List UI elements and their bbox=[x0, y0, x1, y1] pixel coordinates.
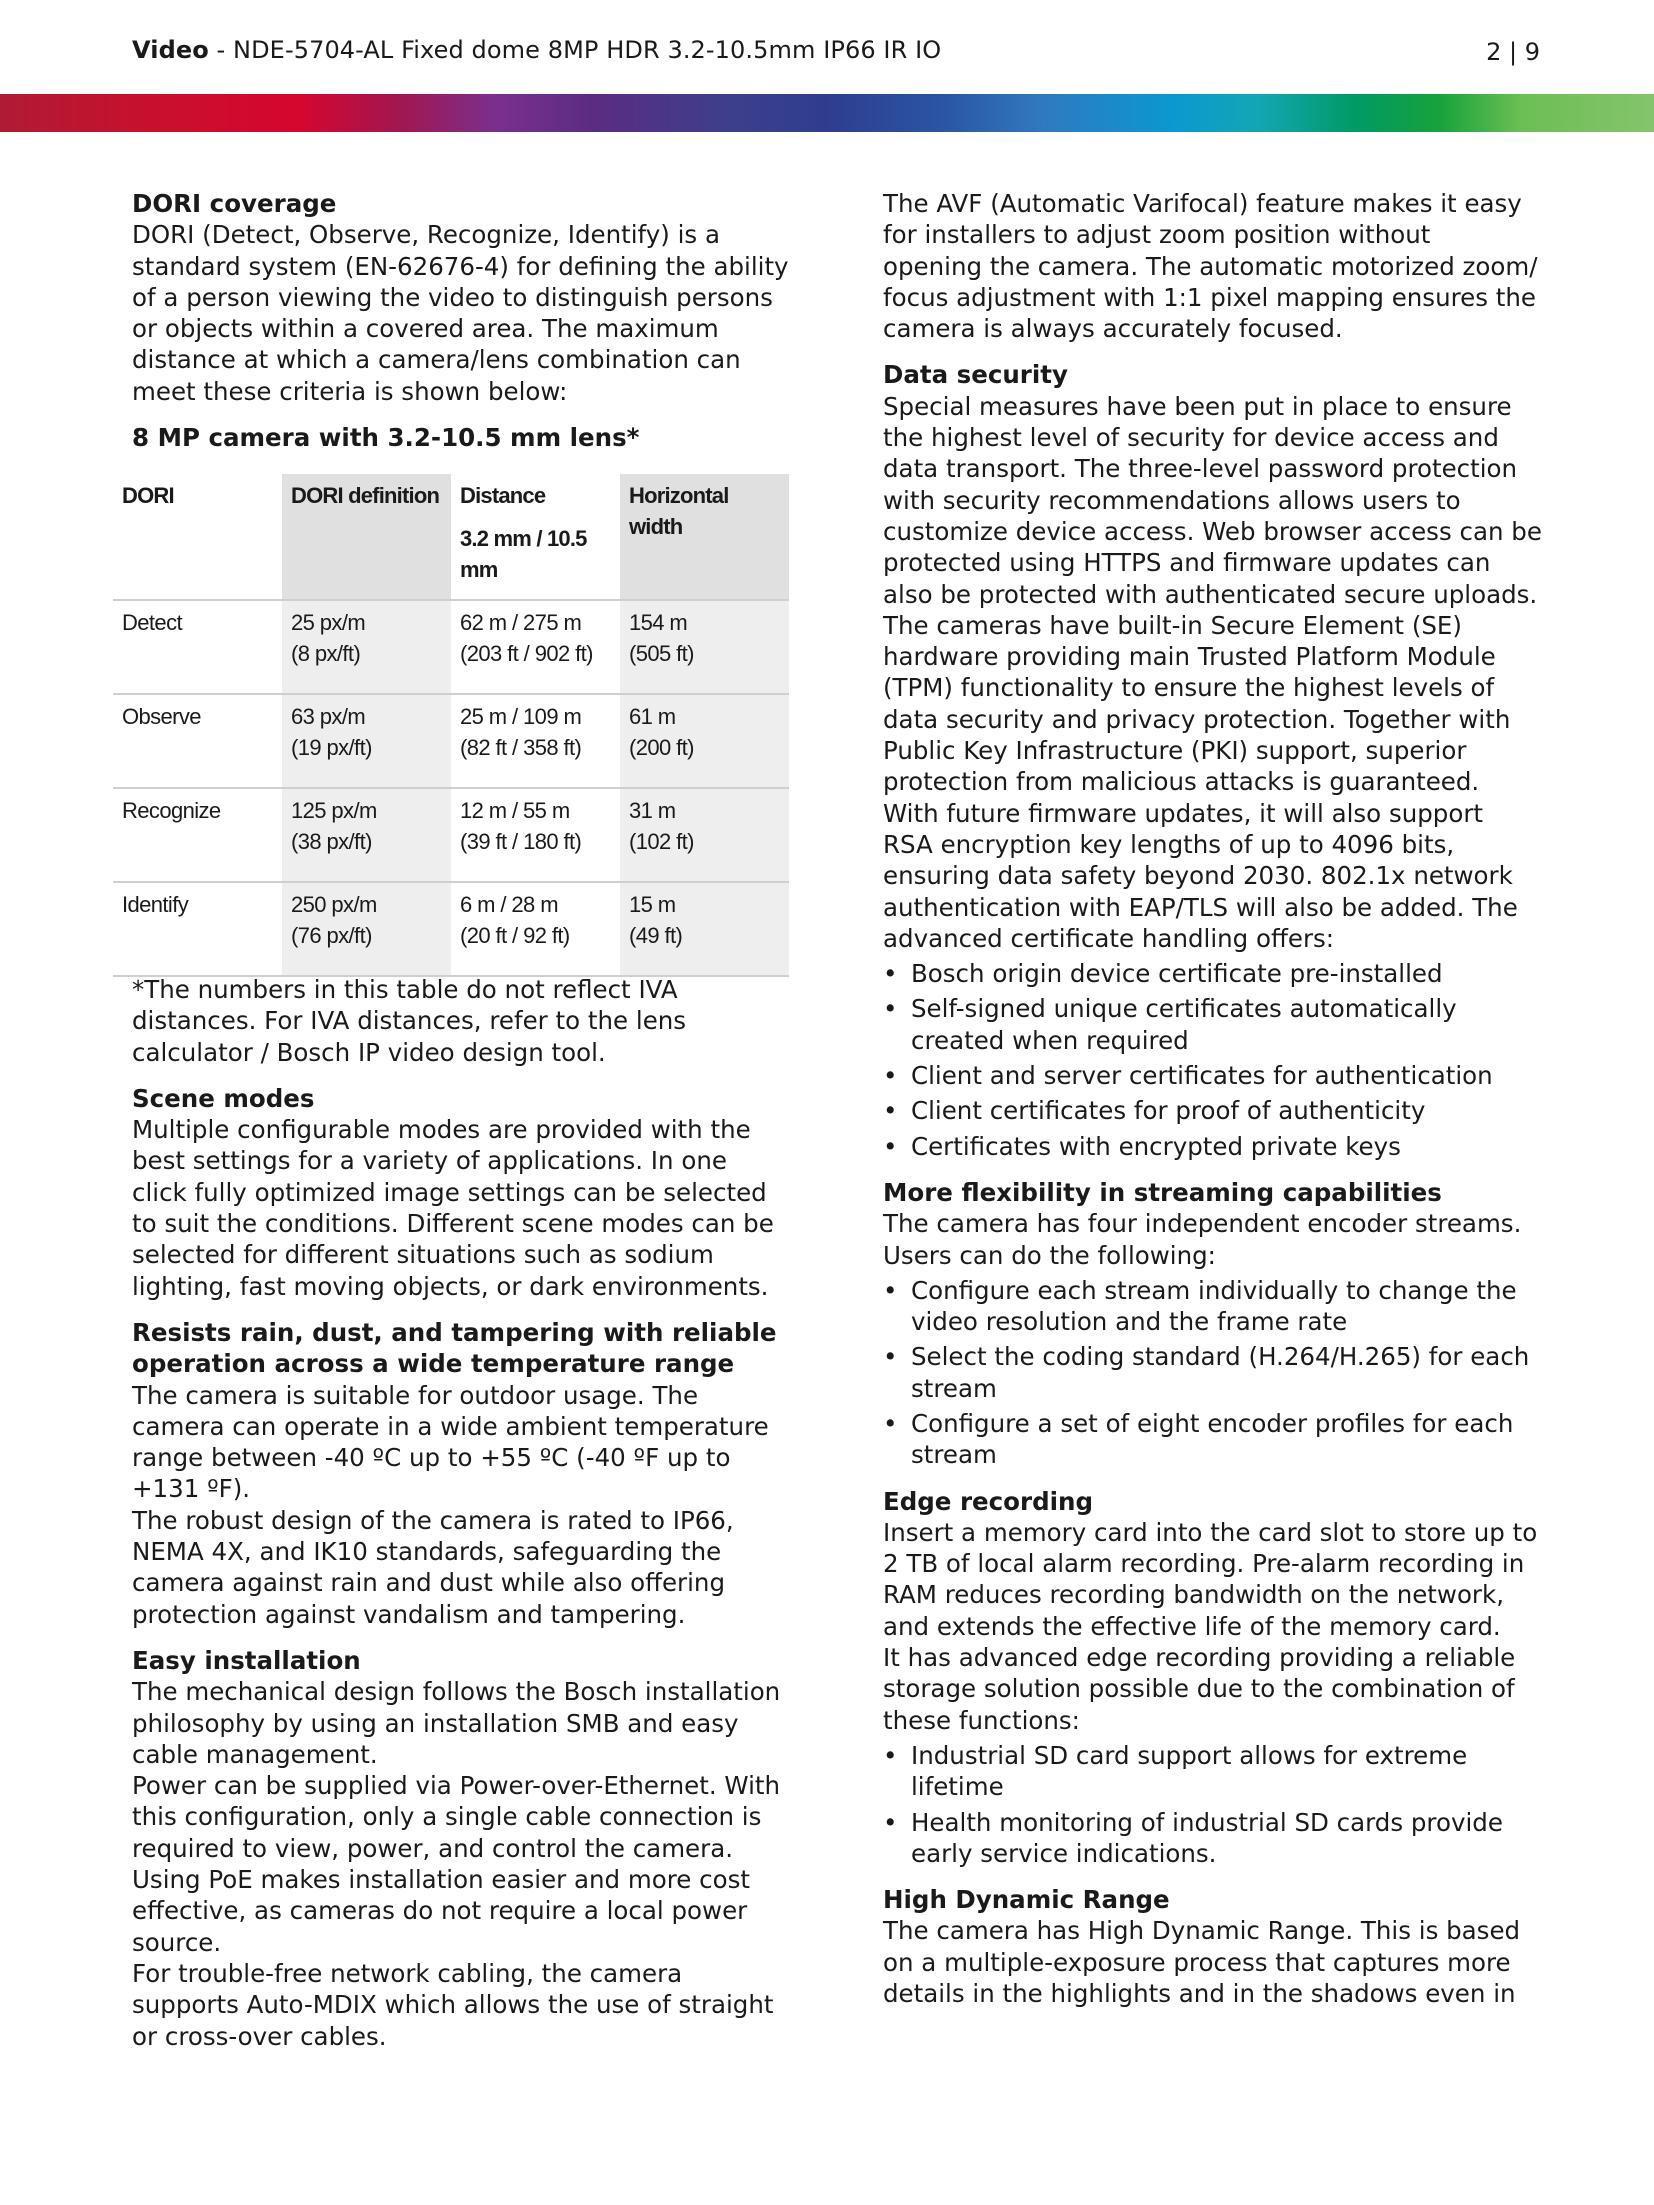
security-line: protection from malicious attacks is guaranteed. bbox=[883, 767, 1480, 797]
table-row bbox=[113, 694, 789, 788]
cell-value: (38 px/ft) bbox=[291, 829, 372, 854]
bullet-icon: • bbox=[883, 1096, 898, 1126]
footnote-line: calculator / Bosch IP video design tool. bbox=[132, 1037, 606, 1067]
cell-width bbox=[620, 600, 789, 694]
list-item-text: Configure a set of eight encoder profiles for each bbox=[911, 1408, 1514, 1438]
scene-line: Multiple configurable modes are provided with the bbox=[132, 1115, 751, 1145]
cell-value: 154 m bbox=[629, 610, 688, 635]
dori-line: standard system (EN-62676-4) for defining the ability bbox=[132, 251, 789, 281]
streaming-heading: More flexibility in streaming capabilities bbox=[883, 1177, 1442, 1207]
cell-dori: Identify bbox=[113, 882, 282, 976]
left-column-lower bbox=[132, 974, 792, 2052]
security-line: hardware providing main Trusted Platform Module bbox=[883, 642, 1496, 672]
bullet-icon: • bbox=[883, 1740, 898, 1770]
list-item bbox=[883, 1131, 1543, 1162]
scene-line: best settings for a variety of applications. In one bbox=[132, 1146, 727, 1176]
cell-definition bbox=[282, 788, 451, 882]
hdr-line: The camera has High Dynamic Range. This is based bbox=[883, 1916, 1521, 1946]
cell-dori: Recognize bbox=[113, 788, 282, 882]
list-item bbox=[883, 1740, 1543, 1803]
security-line: data transport. The three-level password protection bbox=[883, 454, 1518, 484]
header-title-rest: - NDE-5704-AL Fixed dome 8MP HDR 3.2-10.5mm IP66 IR IO bbox=[208, 36, 942, 64]
cell-definition bbox=[282, 694, 451, 788]
cell-definition bbox=[282, 600, 451, 694]
rain-line: NEMA 4X, and IK10 standards, safeguarding the bbox=[132, 1537, 722, 1567]
scene-line: click fully optimized image settings can be selected bbox=[132, 1177, 767, 1207]
list-item bbox=[883, 1060, 1543, 1091]
avf-line: for installers to adjust zoom position without bbox=[883, 220, 1431, 250]
scene-line: to suit the conditions. Different scene modes can be bbox=[132, 1209, 774, 1239]
header-distance-sub: 3.2 mm / 10.5 mm bbox=[460, 526, 587, 582]
dori-line: distance at which a camera/lens combination can bbox=[132, 345, 741, 375]
avf-line: opening the camera. The automatic motorized zoom/ bbox=[883, 251, 1538, 281]
cell-width bbox=[620, 694, 789, 788]
security-line: protected using HTTPS and firmware updates can bbox=[883, 548, 1491, 578]
security-line: the highest level of security for device access and bbox=[883, 423, 1499, 453]
cell-value: 12 m / 55 m bbox=[460, 798, 570, 823]
cell-distance bbox=[451, 600, 620, 694]
header-dori: DORI bbox=[113, 474, 282, 600]
edge-line: It has advanced edge recording providing a reliable bbox=[883, 1643, 1516, 1673]
cell-value: 15 m bbox=[629, 892, 676, 917]
cell-value: (200 ft) bbox=[629, 735, 694, 760]
install-line: philosophy by using an installation SMB and easy bbox=[132, 1708, 739, 1738]
list-item bbox=[883, 1408, 1543, 1471]
list-item-text: Configure each stream individually to change the bbox=[911, 1275, 1517, 1305]
install-line: or cross-over cables. bbox=[132, 2021, 387, 2051]
rain-line: camera against rain and dust while also offering bbox=[132, 1568, 726, 1598]
edge-line: RAM reduces recording bandwidth on the network, bbox=[883, 1580, 1504, 1610]
security-line: (TPM) functionality to ensure the highest levels of bbox=[883, 673, 1495, 703]
table-caption: 8 MP camera with 3.2-10.5 mm lens* bbox=[132, 423, 640, 453]
list-item bbox=[883, 1095, 1543, 1126]
cell-value: 63 px/m bbox=[291, 704, 366, 729]
dori-line: or objects within a covered area. The maximum bbox=[132, 314, 719, 344]
list-item-text: stream bbox=[911, 1373, 997, 1403]
install-line: Using PoE makes installation easier and more cost bbox=[132, 1865, 750, 1895]
cell-definition bbox=[282, 882, 451, 976]
cell-value: (39 ft / 180 ft) bbox=[460, 829, 582, 854]
cell-value: (82 ft / 358 ft) bbox=[460, 735, 582, 760]
rain-heading: Resists rain, dust, and tampering with reliable bbox=[132, 1317, 777, 1347]
dori-table-wrapper bbox=[113, 474, 789, 977]
avf-line: focus adjustment with 1:1 pixel mapping ensures the bbox=[883, 282, 1536, 312]
list-item-text: lifetime bbox=[911, 1772, 1004, 1802]
security-line: also be protected with authenticated secure uploads. bbox=[883, 579, 1538, 609]
avf-line: camera is always accurately focused. bbox=[883, 314, 1343, 344]
security-line: Special measures have been put in place to ensure bbox=[883, 391, 1512, 421]
document-header bbox=[132, 36, 941, 64]
security-line: With future firmware updates, it will also support bbox=[883, 798, 1484, 828]
avf-line: The AVF (Automatic Varifocal) feature makes it easy bbox=[883, 189, 1522, 218]
scene-heading: Scene modes bbox=[132, 1083, 315, 1113]
left-column bbox=[132, 188, 792, 453]
bullet-icon: • bbox=[883, 1408, 898, 1438]
footnote-line: *The numbers in this table do not reflect IVA bbox=[132, 975, 678, 1004]
table-row bbox=[113, 882, 789, 976]
edge-line: 2 TB of local alarm recording. Pre-alarm recording in bbox=[883, 1549, 1525, 1579]
page-number: 2 | 9 bbox=[1486, 38, 1540, 66]
cell-value: (49 ft) bbox=[629, 923, 683, 948]
header-horizontal-width: Horizontal width bbox=[620, 474, 789, 600]
list-item-text: Certificates with encrypted private keys bbox=[911, 1131, 1401, 1161]
cell-value: (8 px/ft) bbox=[291, 641, 361, 666]
cell-dori: Detect bbox=[113, 600, 282, 694]
security-line: with security recommendations allows users to bbox=[883, 485, 1461, 515]
install-heading: Easy installation bbox=[132, 1645, 361, 1675]
install-line: For trouble-free network cabling, the camera bbox=[132, 1958, 683, 1988]
list-item-text: early service indications. bbox=[911, 1838, 1217, 1868]
list-item bbox=[883, 958, 1543, 989]
list-item-text: video resolution and the frame rate bbox=[911, 1307, 1348, 1337]
cell-value: 62 m / 275 m bbox=[460, 610, 582, 635]
bullet-icon: • bbox=[883, 959, 898, 989]
brand-color-band bbox=[0, 94, 1654, 132]
bullet-icon: • bbox=[883, 994, 898, 1024]
install-line: source. bbox=[132, 1927, 222, 1957]
streaming-bullet-list bbox=[883, 1275, 1543, 1471]
security-line: data security and privacy protection. Together with bbox=[883, 704, 1511, 734]
cell-value: 6 m / 28 m bbox=[460, 892, 558, 917]
dori-line: meet these criteria is shown below: bbox=[132, 376, 568, 406]
rain-line: The robust design of the camera is rated to IP66, bbox=[132, 1505, 734, 1535]
cell-width bbox=[620, 882, 789, 976]
dori-line: DORI (Detect, Observe, Recognize, Identify) is a bbox=[132, 220, 720, 250]
security-heading: Data security bbox=[883, 360, 1068, 390]
install-line: supports Auto-MDIX which allows the use of straight bbox=[132, 1990, 774, 2020]
edge-line: storage solution possible due to the combination of bbox=[883, 1674, 1515, 1704]
dori-table bbox=[113, 474, 789, 977]
security-bullet-list bbox=[883, 958, 1543, 1162]
scene-line: selected for different situations such as sodium bbox=[132, 1240, 714, 1270]
install-line: Power can be supplied via Power-over-Ethernet. With bbox=[132, 1771, 781, 1801]
cell-dori: Observe bbox=[113, 694, 282, 788]
install-line: required to view, power, and control the camera. bbox=[132, 1833, 734, 1863]
install-line: effective, as cameras do not require a local power bbox=[132, 1896, 748, 1926]
dori-line: of a person viewing the video to distinguish persons bbox=[132, 282, 773, 312]
security-line: ensuring data safety beyond 2030. 802.1x network bbox=[883, 861, 1513, 891]
cell-value: (20 ft / 92 ft) bbox=[460, 923, 570, 948]
cell-distance bbox=[451, 694, 620, 788]
install-line: this configuration, only a single cable connection is bbox=[132, 1802, 762, 1832]
table-row bbox=[113, 600, 789, 694]
list-item-text: Self-signed unique certificates automatically bbox=[911, 994, 1457, 1024]
list-item-text: Client and server certificates for authentication bbox=[911, 1061, 1493, 1091]
rain-line: camera can operate in a wide ambient temperature bbox=[132, 1411, 769, 1441]
hdr-line: details in the highlights and in the shadows even in bbox=[883, 1979, 1516, 2009]
bullet-icon: • bbox=[883, 1807, 898, 1837]
bullet-icon: • bbox=[883, 1275, 898, 1305]
cell-value: (102 ft) bbox=[629, 829, 694, 854]
cell-value: (203 ft / 902 ft) bbox=[460, 641, 593, 666]
header-title-bold: Video bbox=[132, 36, 209, 64]
list-item-text: Bosch origin device certificate pre-installed bbox=[911, 959, 1443, 989]
streaming-line: Users can do the following: bbox=[883, 1240, 1216, 1270]
streaming-line: The camera has four independent encoder streams. bbox=[883, 1209, 1522, 1239]
cell-width bbox=[620, 788, 789, 882]
header-distance-label: Distance bbox=[460, 483, 546, 508]
cell-value: (19 px/ft) bbox=[291, 735, 372, 760]
rain-line: +131 ºF). bbox=[132, 1474, 251, 1504]
list-item bbox=[883, 1341, 1543, 1404]
security-line: The cameras have built-in Secure Element (SE) bbox=[883, 610, 1462, 640]
cell-distance bbox=[451, 882, 620, 976]
cell-value: 125 px/m bbox=[291, 798, 377, 823]
list-item bbox=[883, 993, 1543, 1056]
install-line: The mechanical design follows the Bosch installation bbox=[132, 1677, 781, 1707]
security-line: customize device access. Web browser access can be bbox=[883, 516, 1542, 546]
scene-line: lighting, fast moving objects, or dark environments. bbox=[132, 1271, 769, 1301]
cell-value: 25 px/m bbox=[291, 610, 366, 635]
rain-line: The camera is suitable for outdoor usage. The bbox=[132, 1380, 699, 1410]
header-distance bbox=[451, 474, 620, 600]
edge-line: these functions: bbox=[883, 1705, 1080, 1735]
cell-distance bbox=[451, 788, 620, 882]
list-item-text: Client certificates for proof of authenticity bbox=[911, 1096, 1426, 1126]
rain-heading-cont: operation across a wide temperature range bbox=[132, 1349, 735, 1379]
hdr-line: on a multiple-exposure process that captures more bbox=[883, 1947, 1511, 1977]
table-header-row bbox=[113, 474, 789, 600]
security-line: RSA encryption key lengths of up to 4096 bits, bbox=[883, 829, 1455, 859]
table-row bbox=[113, 788, 789, 882]
edge-bullet-list bbox=[883, 1740, 1543, 1869]
header-dori-definition: DORI definition bbox=[282, 474, 451, 600]
list-item bbox=[883, 1807, 1543, 1870]
security-line: Public Key Infrastructure (PKI) support, superior bbox=[883, 736, 1467, 766]
cell-value: 25 m / 109 m bbox=[460, 704, 582, 729]
list-item-text: Health monitoring of industrial SD cards provide bbox=[911, 1807, 1503, 1837]
bullet-icon: • bbox=[883, 1061, 898, 1091]
list-item-text: Industrial SD card support allows for extreme bbox=[911, 1740, 1468, 1770]
dori-heading: DORI coverage bbox=[132, 189, 337, 218]
right-column bbox=[883, 188, 1543, 2009]
list-item-text: stream bbox=[911, 1440, 997, 1470]
list-item-text: Select the coding standard (H.264/H.265) for each bbox=[911, 1342, 1530, 1372]
security-line: advanced certificate handling offers: bbox=[883, 923, 1335, 953]
rain-line: protection against vandalism and tampering. bbox=[132, 1599, 686, 1629]
list-item-text: created when required bbox=[911, 1025, 1189, 1055]
cell-value: 61 m bbox=[629, 704, 676, 729]
bullet-icon: • bbox=[883, 1131, 898, 1161]
rain-line: range between -40 ºC up to +55 ºC (-40 ºF up to bbox=[132, 1443, 731, 1473]
cell-value: (76 px/ft) bbox=[291, 923, 372, 948]
cell-value: (505 ft) bbox=[629, 641, 694, 666]
cell-value: 31 m bbox=[629, 798, 676, 823]
edge-heading: Edge recording bbox=[883, 1486, 1094, 1516]
hdr-heading: High Dynamic Range bbox=[883, 1885, 1170, 1915]
security-line: authentication with EAP/TLS will also be added. The bbox=[883, 892, 1518, 922]
install-line: cable management. bbox=[132, 1739, 378, 1769]
list-item bbox=[883, 1275, 1543, 1338]
edge-line: Insert a memory card into the card slot to store up to bbox=[883, 1517, 1538, 1547]
cell-value: 250 px/m bbox=[291, 892, 377, 917]
bullet-icon: • bbox=[883, 1342, 898, 1372]
edge-line: and extends the effective life of the memory card. bbox=[883, 1611, 1501, 1641]
footnote-line: distances. For IVA distances, refer to the lens bbox=[132, 1006, 687, 1036]
